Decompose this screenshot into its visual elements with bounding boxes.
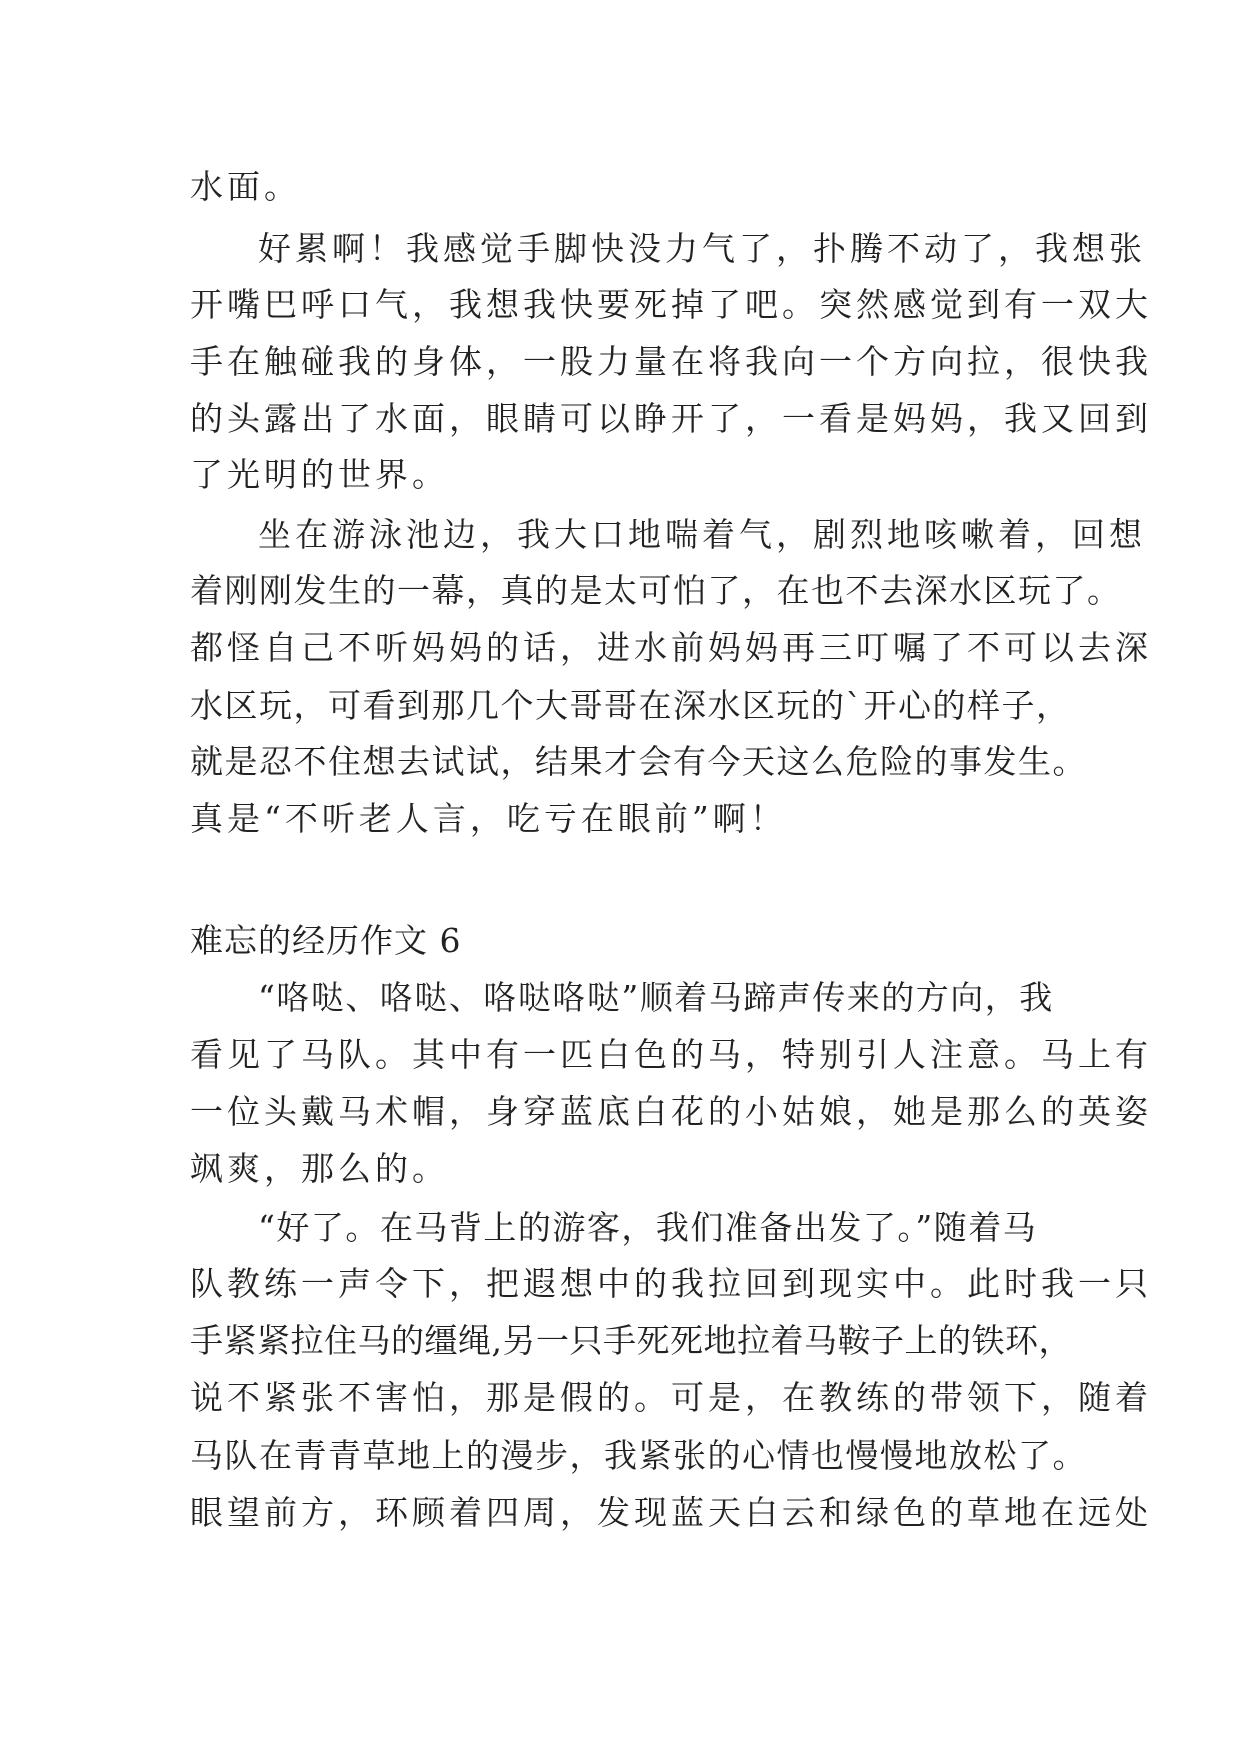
paragraph-line: 好累啊！我感觉手脚快没力气了，扑腾不动了，我想张 [258,229,1146,268]
paragraph-line: 手紧紧拉住马的缰绳,另一只手死死地拉着马鞍子上的铁环， [190,1321,1072,1360]
paragraph-line: 水区玩，可看到那几个大哥哥在深水区玩的`开心的样子， [190,686,1071,725]
paragraph-line: 手在触碰我的身体，一股力量在将我向一个方向拉，很快我 [190,342,1152,381]
paragraph-line: 说不紧张不害怕，那是假的。可是，在教练的带领下，随着 [190,1378,1152,1417]
paragraph-line: 马队在青青草地上的漫步，我紧张的心情也慢慢地放松了。 [190,1436,1087,1475]
paragraph-line: 都怪自己不听妈妈的话，进水前妈妈再三叮嘱了不可以去深 [190,628,1152,667]
paragraph-line: 飒爽，那么的。 [190,1149,449,1188]
paragraph-line: 坐在游泳池边，我大口地喘着气，剧烈地咳嗽着，回想 [258,515,1146,554]
paragraph-line: 开嘴巴呼口气，我想我快要死掉了吧。突然感觉到有一双大 [190,285,1152,324]
paragraph-line: 了光明的世界。 [190,455,449,494]
paragraph-line: 的头露出了水面，眼睛可以睁开了，一看是妈妈，我又回到 [190,399,1152,438]
paragraph-line: 队教练一声令下，把遐想中的我拉回到现实中。此时我一只 [190,1264,1152,1303]
paragraph-line: “咯哒、咯哒、咯哒咯哒”顺着马蹄声传来的方向，我 [258,978,1054,1017]
paragraph-line: 就是忍不住想去试试，结果才会有今天这么危险的事发生。 [190,742,1087,781]
paragraph-line: 眼望前方，环顾着四周，发现蓝天白云和绿色的草地在远处 [190,1493,1152,1532]
paragraph-line: 水面。 [190,167,301,206]
paragraph-line: 真是“不听老人言，吃亏在眼前”啊！ [190,799,787,838]
paragraph-line: “好了。在马背上的游客，我们准备出发了。”随着马 [258,1208,1038,1247]
paragraph-line: 看见了马队。其中有一匹白色的马，特别引人注意。马上有 [190,1035,1152,1074]
paragraph-line: 一位头戴马术帽，身穿蓝底白花的小姑娘，她是那么的英姿 [190,1092,1152,1131]
section-heading: 难忘的经历作文 6 [190,921,462,960]
paragraph-line: 着刚刚发生的一幕，真的是太可怕了，在也不去深水区玩了。 [190,571,1122,610]
